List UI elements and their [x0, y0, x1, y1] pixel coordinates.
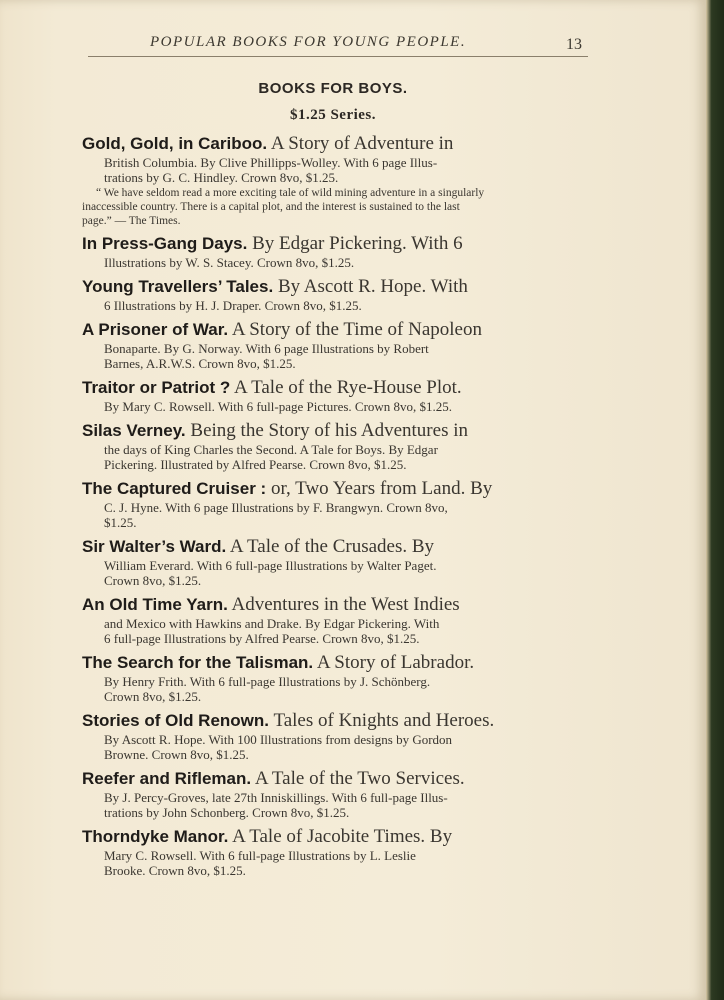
book-title: Stories of Old Renown.: [82, 711, 270, 730]
book-detail: Brooke. Crown 8vo, $1.25.: [104, 863, 246, 878]
book-subtitle: Being the Story of his Adventures in: [190, 420, 468, 441]
book-title: Sir Walter’s Ward.: [82, 537, 227, 556]
book-spine-edge: [706, 0, 724, 1000]
book-entry: [82, 536, 586, 588]
book-detail: 6 full-page Illustrations by Alfred Pearse. Crown 8vo, $1.25.: [104, 631, 420, 646]
book-entry: [82, 478, 586, 530]
book-detail: Pickering. Illustrated by Alfred Pearse. Crown 8vo, $1.25.: [104, 457, 407, 472]
book-entry: [82, 710, 586, 762]
book-title: In Press-Gang Days.: [82, 234, 248, 253]
book-subtitle: A Tale of Jacobite Times. By: [232, 826, 453, 847]
book-detail: Bonaparte. By G. Norway. With 6 page Illustrations by Robert: [104, 341, 429, 356]
book-entry: [82, 377, 586, 414]
book-title: Gold, Gold, in Cariboo.: [82, 134, 268, 153]
book-detail: Illustrations by W. S. Stacey. Crown 8vo, $1.25.: [104, 255, 355, 270]
book-detail: Barnes, A.R.W.S. Crown 8vo, $1.25.: [104, 356, 296, 371]
book-detail: William Everard. With 6 full-page Illustrations by Walter Paget.: [104, 558, 437, 573]
book-detail: By Henry Frith. With 6 full-page Illustrations by J. Schönberg.: [104, 674, 431, 689]
book-detail: trations by G. C. Hindley. Crown 8vo, $1.25.: [104, 170, 339, 185]
book-entry: [82, 652, 586, 704]
book-detail: Mary C. Rowsell. With 6 full-page Illustrations by L. Leslie: [104, 848, 416, 863]
book-title: Thorndyke Manor.: [82, 827, 229, 846]
page-number: 13: [566, 36, 582, 53]
book-list: [82, 133, 586, 878]
review-quote: “ We have seldom read a more exciting tale of wild mining adventure in a singularly: [96, 187, 485, 199]
book-detail: trations by John Schonberg. Crown 8vo, $1.25.: [104, 805, 350, 820]
book-detail: 6 Illustrations by H. J. Draper. Crown 8vo, $1.25.: [104, 298, 362, 313]
book-subtitle: A Tale of the Crusades. By: [229, 536, 435, 557]
book-subtitle: A Story of Labrador.: [316, 652, 475, 673]
book-detail: British Columbia. By Clive Phillipps-Wolley. With 6 page Illus-: [104, 155, 438, 170]
book-entry: [82, 826, 586, 878]
book-title: Silas Verney.: [82, 421, 186, 440]
book-entry: [82, 420, 586, 472]
book-title: Traitor or Patriot ?: [82, 378, 231, 397]
book-subtitle: A Tale of the Two Services.: [254, 768, 465, 789]
book-detail: By Mary C. Rowsell. With 6 full-page Pictures. Crown 8vo, $1.25.: [104, 399, 453, 414]
book-subtitle: Adventures in the West Indies: [231, 594, 460, 615]
book-detail: Browne. Crown 8vo, $1.25.: [104, 747, 249, 762]
review-quote: inaccessible country. There is a capital plot, and the interest is sustained to the last: [82, 201, 460, 213]
running-header: POPULAR BOOKS FOR YOUNG PEOPLE.: [150, 34, 467, 50]
book-subtitle: A Story of the Time of Napoleon: [231, 319, 482, 340]
book-title: An Old Time Yarn.: [82, 595, 228, 614]
book-detail: Crown 8vo, $1.25.: [104, 689, 202, 704]
book-detail: By J. Percy-Groves, late 27th Inniskillings. With 6 full-page Illus-: [104, 790, 448, 805]
book-entry: [82, 233, 586, 270]
book-title: Reefer and Rifleman.: [82, 769, 252, 788]
review-quote: page.” — The Times.: [82, 215, 181, 227]
book-title: The Captured Cruiser :: [82, 479, 267, 498]
book-entry: [82, 768, 586, 820]
book-detail: Crown 8vo, $1.25.: [104, 573, 202, 588]
book-entry: [82, 276, 586, 313]
section-title: BOOKS FOR BOYS.: [258, 80, 408, 97]
book-subtitle: By Ascott R. Hope. With: [277, 276, 468, 297]
book-subtitle: A Tale of the Rye-House Plot.: [234, 377, 462, 398]
header-rule: [88, 56, 588, 57]
book-entry: [82, 319, 586, 371]
book-detail: By Ascott R. Hope. With 100 Illustrations from designs by Gordon: [104, 732, 453, 747]
book-entry: [82, 594, 586, 646]
book-detail: $1.25.: [104, 515, 137, 530]
book-detail: C. J. Hyne. With 6 page Illustrations by F. Brangwyn. Crown 8vo,: [104, 500, 448, 515]
book-title: A Prisoner of War.: [82, 320, 229, 339]
book-entry: [82, 133, 586, 227]
book-subtitle: or, Two Years from Land. By: [270, 478, 493, 499]
book-title: Young Travellers’ Tales.: [82, 277, 274, 296]
book-detail: and Mexico with Hawkins and Drake. By Edgar Pickering. With: [104, 616, 440, 631]
book-subtitle: By Edgar Pickering. With 6: [252, 233, 463, 254]
book-subtitle: Tales of Knights and Heroes.: [273, 710, 495, 731]
series-heading: $1.25 Series.: [289, 107, 377, 123]
book-title: The Search for the Talisman.: [82, 653, 314, 672]
book-subtitle: A Story of Adventure in: [270, 133, 454, 154]
book-detail: the days of King Charles the Second. A Tale for Boys. By Edgar: [104, 442, 438, 457]
